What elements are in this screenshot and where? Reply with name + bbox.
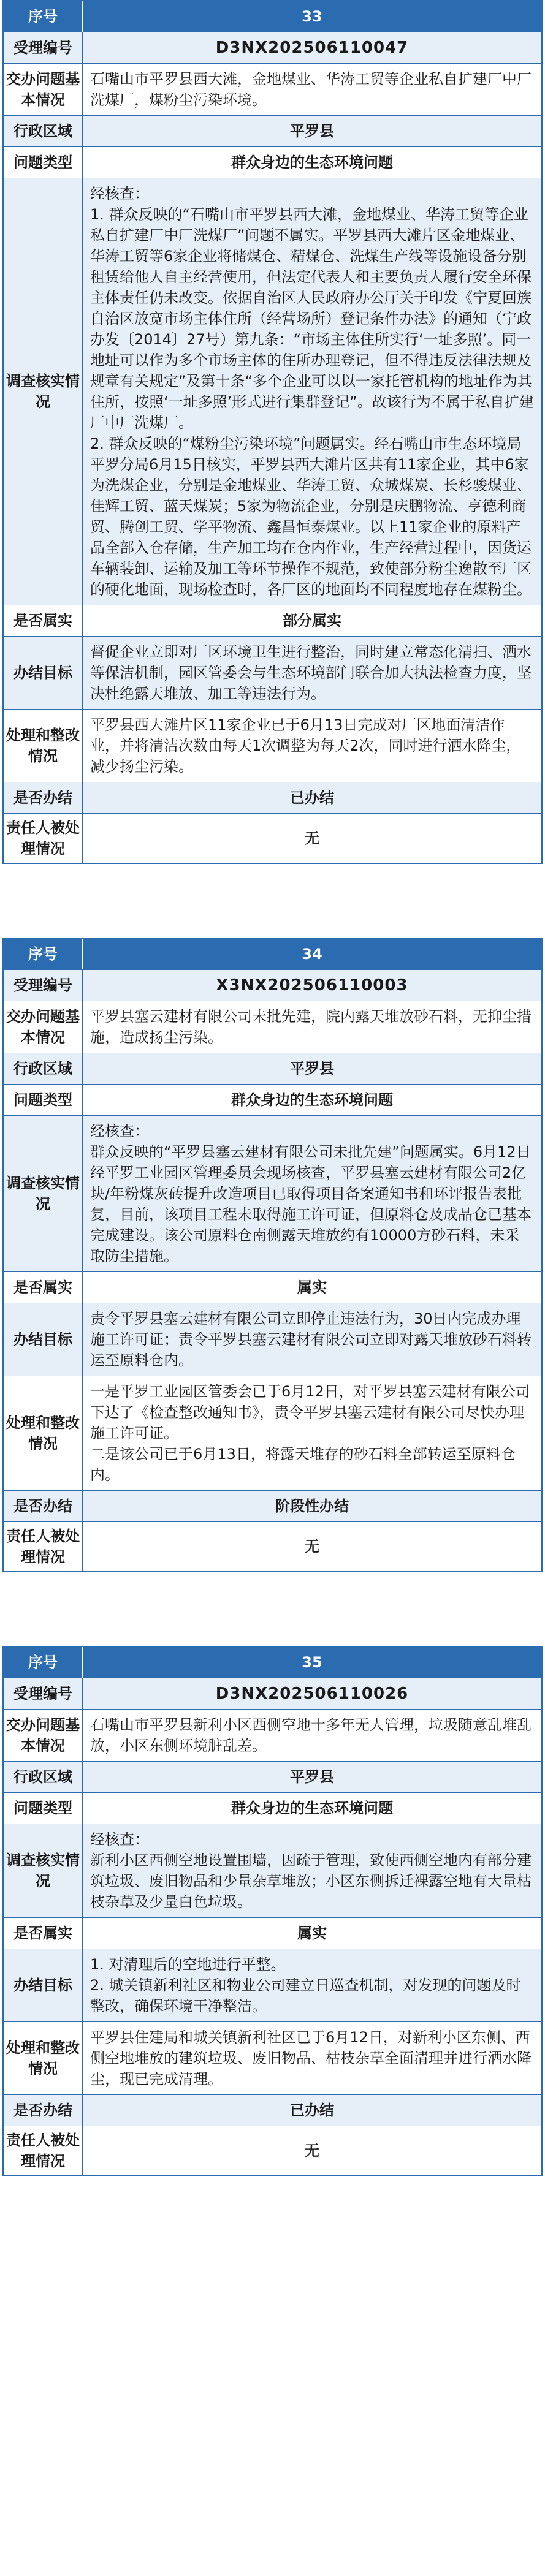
- investigation-row: [4, 178, 541, 605]
- handling-value: 一是平罗工业园区管委会已于6月12日，对平罗县塞云建材有限公司下达了《检查整改通知书》，责令平罗县塞云建材有限公司尽快办理施工许可证。 二是该公司已于6月13日，将露天堆存的砂石料全部转运至原料仓内。: [82, 1376, 541, 1490]
- type-value: 群众身边的生态环境问题: [82, 1793, 541, 1824]
- goal-row: [4, 1949, 541, 2021]
- seq-value: 34: [82, 939, 541, 969]
- done-row: [4, 1490, 541, 1521]
- seq-label: 序号: [28, 945, 58, 963]
- basic-label: 交办问题基本情况: [6, 1716, 80, 1754]
- type-value: 群众身边的生态环境问题: [82, 1085, 541, 1115]
- region-row: [4, 1053, 541, 1084]
- verified-label: 是否属实: [13, 1279, 72, 1296]
- region-value: 平罗县: [82, 1053, 541, 1084]
- responsible-label: 责任人被处理情况: [6, 2132, 80, 2170]
- responsible-label: 责任人被处理情况: [6, 1528, 80, 1566]
- goal-value: 督促企业立即对厂区环境卫生进行整治，同时建立常态化清扫、洒水等保洁机制，园区管委会与生态环境部门联合加大执法检查力度，坚决杜绝露天堆放、加工等违法行为。: [82, 637, 541, 709]
- goal-row: [4, 636, 541, 709]
- investigation-row: [4, 1115, 541, 1271]
- type-label: 问题类型: [13, 154, 72, 171]
- responsible-value: 无: [82, 814, 541, 863]
- region-value: 平罗县: [82, 116, 541, 146]
- handling-row: [4, 709, 541, 782]
- verified-row: [4, 1917, 541, 1949]
- handling-value: 平罗县住建局和城关镇新利社区已于6月12日，对新利小区东侧、西侧空地堆放的建筑垃圾、废旧物品、枯枝杂草全面清理并进行洒水降尘，现已完成清理。: [82, 2022, 541, 2094]
- basic-row: [4, 63, 541, 115]
- responsible-value: 无: [82, 2126, 541, 2175]
- type-row: [4, 146, 541, 178]
- handling-label: 处理和整改情况: [6, 727, 80, 765]
- verified-value: 部分属实: [82, 605, 541, 636]
- type-row: [4, 1792, 541, 1824]
- seq-label: 序号: [28, 1654, 58, 1671]
- region-label: 行政区域: [13, 1060, 72, 1077]
- done-label: 是否办结: [13, 1498, 72, 1515]
- verified-row: [4, 605, 541, 636]
- seq-value: 35: [82, 1647, 541, 1678]
- verified-label: 是否属实: [13, 1925, 72, 1942]
- type-label: 问题类型: [13, 1091, 72, 1108]
- type-value: 群众身边的生态环境问题: [82, 147, 541, 178]
- investigation-label: 调查核实情况: [6, 1175, 80, 1213]
- done-value: 阶段性办结: [82, 1491, 541, 1521]
- code-value: D3NX202506110047: [82, 32, 541, 63]
- goal-value: 1. 对清理后的空地进行平整。 2. 城关镇新利社区和物业公司建立日巡查机制，对发现的问题及时整改，确保环境干净整洁。: [82, 1949, 541, 2021]
- investigation-label: 调查核实情况: [6, 1852, 80, 1890]
- investigation-row: [4, 1824, 541, 1917]
- verified-value: 属实: [82, 1272, 541, 1303]
- investigation-value: 经核查： 新利小区西侧空地设置围墙，因疏于管理，致使西侧空地内有部分建筑垃圾、废旧物品和少量杂草堆放；小区东侧拆迁裸露空地有大量枯枝杂草及少量白色垃圾。: [82, 1824, 541, 1917]
- region-row: [4, 115, 541, 146]
- record-card-33: [2, 0, 543, 864]
- record-card-35: [2, 1646, 543, 2176]
- code-label: 受理编号: [13, 39, 72, 56]
- done-row: [4, 2094, 541, 2126]
- record-card-34: [2, 938, 543, 1572]
- done-label: 是否办结: [13, 789, 72, 806]
- seq-row: [4, 939, 541, 969]
- seq-value: 33: [82, 1, 541, 32]
- goal-label: 办结目标: [13, 1977, 72, 1994]
- handling-row: [4, 2021, 541, 2094]
- done-value: 已办结: [82, 782, 541, 813]
- seq-label: 序号: [28, 8, 58, 25]
- handling-row: [4, 1376, 541, 1490]
- code-value: D3NX202506110026: [82, 1678, 541, 1709]
- type-label: 问题类型: [13, 1800, 72, 1817]
- goal-value: 责令平罗县塞云建材有限公司立即停止违法行为，30日内完成办理施工许可证；责令平罗县塞云建材有限公司立即对露天堆放砂石料转运至原料仓内。: [82, 1303, 541, 1376]
- goal-label: 办结目标: [13, 1331, 72, 1348]
- responsible-value: 无: [82, 1522, 541, 1571]
- code-row: [4, 969, 541, 1001]
- code-label: 受理编号: [13, 1685, 72, 1702]
- region-value: 平罗县: [82, 1762, 541, 1792]
- done-value: 已办结: [82, 2095, 541, 2126]
- handling-label: 处理和整改情况: [6, 2039, 80, 2077]
- responsible-row: [4, 1521, 541, 1571]
- verified-value: 属实: [82, 1918, 541, 1949]
- responsible-label: 责任人被处理情况: [6, 819, 80, 857]
- basic-value: 平罗县塞云建材有限公司未批先建，院内露天堆放砂石料，无抑尘措施，造成扬尘污染。: [82, 1001, 541, 1053]
- region-row: [4, 1761, 541, 1792]
- responsible-row: [4, 2126, 541, 2175]
- basic-row: [4, 1709, 541, 1761]
- done-row: [4, 782, 541, 813]
- verified-label: 是否属实: [13, 612, 72, 629]
- type-row: [4, 1084, 541, 1115]
- investigation-value: 经核查： 1. 群众反映的“石嘴山市平罗县西大滩，金地煤业、华涛工贸等企业私自扩建厂中厂洗煤厂”问题不属实。平罗县西大滩片区金地煤业、华涛工贸等6家企业将储煤仓、精煤仓、洗煤生产线等设施设备分别租赁给他人自主经营使用，但法定代表人和主要负责人履行安全环保主体责任仍未改变。依据自治区人民政府办公厅关于印发《宁夏回族自治区放宽市场主体住所（经营场所）登记条件办法》的通知（宁政办发〔2014〕27号）第九条：“市场主体住所实行‘一址多照’。同一地址可以作为多个市场主体的住所办理登记，但不得违反法律法规及规章有关规定”及第十条“多个企业可以以一家托管机构的地址作为其住所，按照‘一址多照’形式进行集群登记”。故该行为不属于私自扩建厂中厂洗煤厂。 2. 群众反映的“煤粉尘污染环境”问题属实。经石嘴山市生态环境局平罗分局6月15日核实，平罗县西大滩片区共有11家企业，其中6家为洗煤企业，分别是金地煤业、华涛工贸、众城煤炭、长杉骏煤业、佳辉工贸、蓝天煤炭；5家为物流企业，分别是庆鹏物流、亨德利商贸、腾创工贸、学平物流、鑫昌恒泰煤业。以上11家企业的原料产品全部入仓存储，生产加工均在仓内作业，生产经营过程中，因货运车辆装卸、运输及加工等环节操作不规范，致使部分粉尘逸散至厂区的硬化地面，现场检查时，各厂区的地面均不同程度地存在煤粉尘。: [82, 178, 541, 605]
- seq-row: [4, 1, 541, 32]
- investigation-label: 调查核实情况: [6, 373, 80, 411]
- investigation-value: 经核查： 群众反映的“平罗县塞云建材有限公司未批先建”问题属实。6月12日经平罗工业园区管理委员会现场核查，平罗县塞云建材有限公司2亿块/年粉煤灰砖提升改造项目已取得项目备案通知书和环评报告表批复，目前，该项目工程未取得施工许可证，但原料仓及成品仓已基本完成建设。该公司原料仓南侧露天堆放约有10000方砂石料，未采取防尘措施。: [82, 1116, 541, 1271]
- handling-value: 平罗县西大滩片区11家企业已于6月13日完成对厂区地面清洁作业，并将清洁次数由每天1次调整为每天2次，同时进行洒水降尘，减少扬尘污染。: [82, 710, 541, 782]
- basic-row: [4, 1001, 541, 1053]
- basic-value: 石嘴山市平罗县西大滩，金地煤业、华涛工贸等企业私自扩建厂中厂洗煤厂，煤粉尘污染环境。: [82, 64, 541, 115]
- basic-label: 交办问题基本情况: [6, 70, 80, 108]
- done-label: 是否办结: [13, 2102, 72, 2119]
- responsible-row: [4, 813, 541, 863]
- code-row: [4, 1678, 541, 1709]
- region-label: 行政区域: [13, 1768, 72, 1786]
- region-label: 行政区域: [13, 123, 72, 140]
- code-row: [4, 32, 541, 63]
- code-label: 受理编号: [13, 977, 72, 994]
- goal-row: [4, 1303, 541, 1376]
- verified-row: [4, 1271, 541, 1303]
- basic-label: 交办问题基本情况: [6, 1008, 80, 1046]
- seq-row: [4, 1647, 541, 1678]
- goal-label: 办结目标: [13, 664, 72, 681]
- code-value: X3NX202506110003: [82, 970, 541, 1001]
- basic-value: 石嘴山市平罗县新利小区西侧空地十多年无人管理，垃圾随意乱堆乱放，小区东侧环境脏乱差。: [82, 1710, 541, 1761]
- handling-label: 处理和整改情况: [6, 1414, 80, 1452]
